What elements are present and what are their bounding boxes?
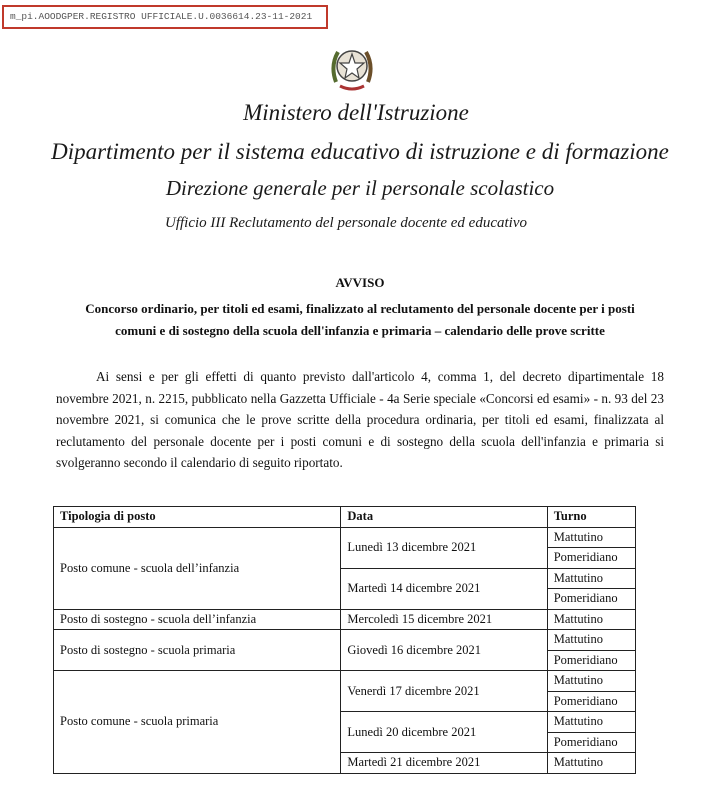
ministry-name: Ministero dell'Istruzione xyxy=(243,100,469,125)
turno-cell: Mattutino xyxy=(547,568,635,589)
table-row xyxy=(54,609,636,630)
turno-cell: Pomeridiano xyxy=(547,691,635,712)
protocol-stamp: m_pi.AOODGPER.REGISTRO UFFICIALE.U.0036614.23-11-2021 xyxy=(2,5,328,29)
turno-cell: Mattutino xyxy=(547,753,635,774)
date-cell: Martedì 14 dicembre 2021 xyxy=(341,568,547,609)
notice-title: AVVISO xyxy=(335,275,385,290)
exam-calendar-table xyxy=(53,506,636,774)
column-header-tipologia: Tipologia di posto xyxy=(54,507,341,528)
date-cell: Lunedì 20 dicembre 2021 xyxy=(341,712,547,753)
notice-subject xyxy=(50,298,670,342)
notice-subject-line-2: comuni e di sostegno della scuola dell'infanzia e primaria – calendario delle prove scritte xyxy=(115,323,605,338)
tipologia-cell: Posto di sostegno - scuola primaria xyxy=(54,630,341,671)
date-cell: Lunedì 13 dicembre 2021 xyxy=(341,527,547,568)
notice-subject-line-1: Concorso ordinario, per titoli ed esami, finalizzato al reclutamento del personale docente per i posti xyxy=(85,301,635,316)
tipologia-cell: Posto di sostegno - scuola dell’infanzia xyxy=(54,609,341,630)
turno-cell: Mattutino xyxy=(547,630,635,651)
table-row xyxy=(54,527,636,548)
column-header-data: Data xyxy=(341,507,547,528)
date-cell: Martedì 21 dicembre 2021 xyxy=(341,753,547,774)
directorate-name: Direzione generale per il personale scolastico xyxy=(165,176,555,200)
turno-cell: Pomeridiano xyxy=(547,650,635,671)
turno-cell: Mattutino xyxy=(547,609,635,630)
date-cell: Mercoledì 15 dicembre 2021 xyxy=(341,609,547,630)
tipologia-cell: Posto comune - scuola primaria xyxy=(54,671,341,774)
turno-cell: Mattutino xyxy=(547,671,635,692)
turno-cell: Pomeridiano xyxy=(547,589,635,610)
turno-cell: Pomeridiano xyxy=(547,548,635,569)
date-cell: Giovedì 16 dicembre 2021 xyxy=(341,630,547,671)
turno-cell: Mattutino xyxy=(547,712,635,733)
date-cell: Venerdì 17 dicembre 2021 xyxy=(341,671,547,712)
turno-cell: Mattutino xyxy=(547,527,635,548)
department-name: Dipartimento per il sistema educativo di istruzione e di formazione xyxy=(51,139,669,164)
table-row xyxy=(54,671,636,692)
italian-republic-emblem-icon xyxy=(328,42,376,94)
table-header-row xyxy=(54,507,636,528)
turno-cell: Pomeridiano xyxy=(547,732,635,753)
column-header-turno: Turno xyxy=(547,507,635,528)
table-row xyxy=(54,630,636,651)
tipologia-cell: Posto comune - scuola dell’infanzia xyxy=(54,527,341,609)
notice-body: Ai sensi e per gli effetti di quanto previsto dall'articolo 4, comma 1, del decreto dipartimentale 18 novembre 2021, n. 2215, pubblicato nella Gazzetta Ufficiale - 4a Serie speciale «Concorsi ed esami» - n. 93 del 23 novembre 2021, si comunica che le prove scritte della procedura ordinaria, per titoli ed esami, finalizzata al reclutamento del personale docente per i posti comuni e di sostegno della scuola dell'infanzia e primaria si svolgeranno secondo il calendario di seguito riportato. xyxy=(56,369,664,470)
office-name: Ufficio III Reclutamento del personale docente ed educativo xyxy=(165,215,527,231)
